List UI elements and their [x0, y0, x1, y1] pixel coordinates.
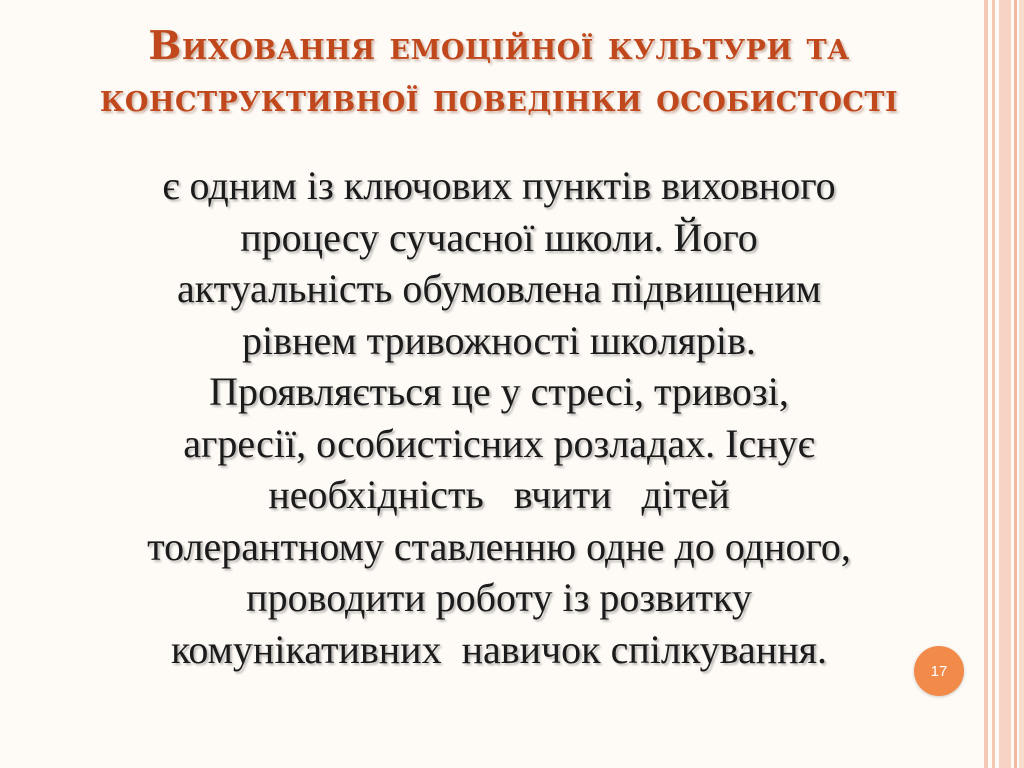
page-number: 17: [930, 662, 948, 680]
slide-title-line: конструктивної поведінки особистості: [99, 75, 899, 121]
slide-title-line: Виховання емоційної культури та: [148, 23, 850, 69]
decorative-stripe: [1014, 0, 1017, 768]
body-text-line: актуальність обумовлена підвищеним: [176, 266, 822, 311]
body-text-line: Проявляється це у стресі, тривозі,: [209, 369, 789, 414]
page-number-badge: [914, 646, 964, 696]
body-text: [18, 160, 980, 675]
body-text-line: необхідність вчити дітей: [268, 472, 730, 517]
decorative-stripe: [992, 0, 995, 768]
body-text-line: агресії, особистісних розладах. Існує: [183, 420, 815, 466]
slide-title: [24, 20, 974, 124]
decorative-stripe: [1019, 0, 1024, 768]
body-text-line: є одним із ключових пунктів виховного: [162, 163, 836, 208]
body-text-line: проводити роботу із розвитку: [246, 575, 752, 620]
decorative-stripe: [999, 0, 1011, 768]
body-text-line: толерантному ставленню одне до одного,: [147, 523, 851, 569]
body-text-line: рівнем тривожності школярів.: [242, 317, 756, 363]
body-text-line: процесу сучасної школи. Його: [240, 214, 758, 260]
body-text-line: комунікативних навичок спілкування.: [170, 626, 828, 672]
decorative-stripe: [984, 0, 988, 768]
